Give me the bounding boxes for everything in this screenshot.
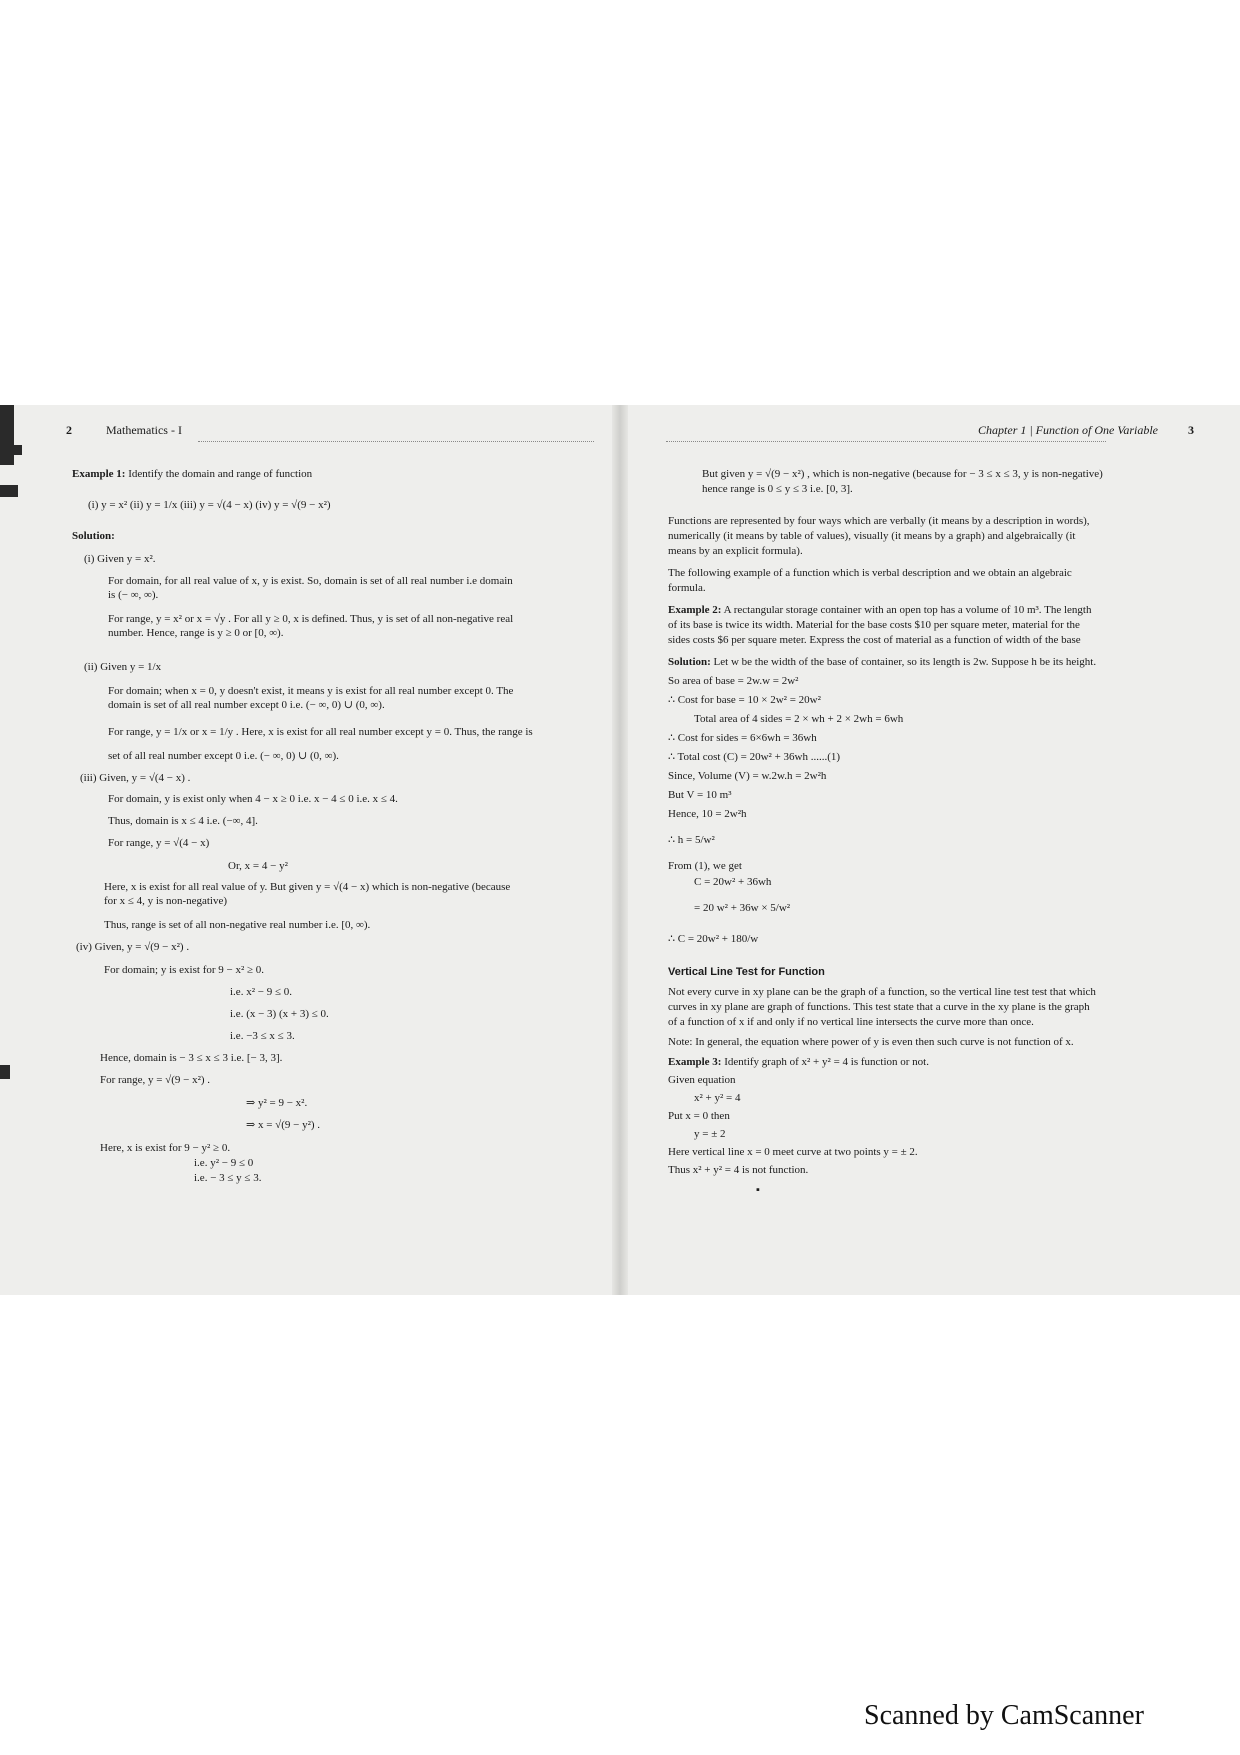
text-line: Since, Volume (V) = w.2w.h = 2w²h — [668, 770, 827, 782]
text-line: For range, y = √(4 − x) — [108, 837, 210, 849]
text-line: domain is set of all real number except 0 i.e. (− ∞, 0) ∪ (0, ∞). — [108, 699, 385, 711]
text-line: formula. — [668, 582, 706, 594]
page-number: 3 — [1188, 423, 1194, 437]
scanner-watermark: Scanned by CamScanner — [864, 1700, 1144, 1731]
text-line: i.e. −3 ≤ x ≤ 3. — [230, 1030, 295, 1042]
text-line: means by an explicit formula). — [668, 545, 803, 557]
text-line: Hence, 10 = 2w²h — [668, 808, 747, 820]
text-line: for x ≤ 4, y is non-negative) — [104, 895, 228, 907]
text-line: Vertical Line Test for Function — [668, 966, 825, 978]
text-line: Solution: — [72, 530, 115, 542]
text-line: Thus, domain is x ≤ 4 i.e. (−∞, 4]. — [108, 815, 258, 827]
text-line: For range, y = √(9 − x²) . — [100, 1074, 211, 1086]
text-line: Here, x is exist for 9 − y² ≥ 0. — [100, 1142, 231, 1154]
text-line: Total area of 4 sides = 2 × wh + 2 × 2wh = 6wh — [694, 713, 904, 725]
text-line: x² + y² = 4 — [694, 1092, 741, 1104]
text-line: Functions are represented by four ways which are verbally (it means by a description in words), — [668, 515, 1090, 527]
text-line: Hence, domain is − 3 ≤ x ≤ 3 i.e. [− 3, 3]. — [100, 1052, 283, 1064]
text-line: i.e. (x − 3) (x + 3) ≤ 0. — [230, 1008, 329, 1020]
text-line: ⇒ x = √(9 − y²) . — [246, 1119, 321, 1131]
text-line: Given equation — [668, 1074, 736, 1086]
page-number: 2 — [66, 423, 72, 437]
text-line: Thus x² + y² = 4 is not function. — [668, 1164, 809, 1176]
text-line: But V = 10 m³ — [668, 789, 732, 801]
text-line: = 20 w² + 36w × 5/w² — [694, 902, 791, 914]
book-spine — [612, 405, 628, 1295]
page-edge-shadow — [0, 445, 22, 455]
text-line: Thus, range is set of all non-negative real number i.e. [0, ∞). — [104, 919, 371, 931]
book-spread — [0, 405, 1240, 1295]
text-line: Example 3: Identify graph of x² + y² = 4 is function or not. — [668, 1056, 929, 1068]
header-rule — [198, 441, 594, 442]
text-line: Here vertical line x = 0 meet curve at two points y = ± 2. — [668, 1146, 918, 1158]
text-line: So area of base = 2w.w = 2w² — [668, 675, 799, 687]
text-line: For domain, y is exist only when 4 − x ≥ 0 i.e. x − 4 ≤ 0 i.e. x ≤ 4. — [108, 793, 398, 805]
text-line: (iii) Given, y = √(4 − x) . — [80, 772, 191, 784]
header-rule — [666, 441, 1106, 442]
text-line: hence range is 0 ≤ y ≤ 3 i.e. [0, 3]. — [702, 483, 853, 495]
text-line: Put x = 0 then — [668, 1110, 730, 1122]
text-line: numerically (it means by table of values), visually (it means by a graph) and algebraically (it — [668, 530, 1076, 542]
text-line: y = ± 2 — [694, 1128, 726, 1140]
text-line: But given y = √(9 − x²) , which is non-negative (because for − 3 ≤ x ≤ 3, y is non-negative) — [702, 468, 1103, 480]
text-line: For range, y = 1/x or x = 1/y . Here, x is exist for all real number except y = 0. Thus, the range is — [108, 726, 533, 738]
text-line: (i) y = x² (ii) y = 1/x (iii) y = √(4 − x) (iv) y = √(9 − x²) — [88, 499, 331, 511]
text-line: is (− ∞, ∞). — [108, 589, 159, 601]
text-line: set of all real number except 0 i.e. (− ∞, 0) ∪ (0, ∞). — [108, 750, 339, 762]
text-line: number. Hence, range is y ≥ 0 or [0, ∞). — [108, 627, 284, 639]
text-line: (iv) Given, y = √(9 − x²) . — [76, 941, 190, 953]
page-edge-shadow — [0, 405, 14, 465]
page-edge-shadow — [0, 485, 18, 497]
text-line: i.e. y² − 9 ≤ 0 — [194, 1157, 254, 1169]
running-title: Chapter 1 | Function of One Variable — [978, 423, 1158, 437]
text-line: ∴ Cost for sides = 6×6wh = 36wh — [668, 732, 817, 744]
text-line: For domain, for all real value of x, y is exist. So, domain is set of all real number i.e domain — [108, 575, 513, 587]
text-line: C = 20w² + 36wh — [694, 876, 772, 888]
text-line: i.e. x² − 9 ≤ 0. — [230, 986, 292, 998]
text-line: ∴ Cost for base = 10 × 2w² = 20w² — [668, 694, 821, 706]
text-line: (i) Given y = x². — [84, 553, 156, 565]
running-title: Mathematics - I — [106, 423, 182, 437]
text-line: ∴ Total cost (C) = 20w² + 36wh ......(1) — [668, 751, 841, 763]
text-line: ∴ C = 20w² + 180/w — [668, 933, 759, 945]
text-line: Not every curve in xy plane can be the graph of a function, so the vertical line test test that which — [668, 986, 1096, 998]
text-line: i.e. − 3 ≤ y ≤ 3. — [194, 1172, 262, 1184]
text-line: Solution: Let w be the width of the base of container, so its length is 2w. Suppose h be its height. — [668, 656, 1097, 668]
page-footer-mark: ▪ — [756, 1184, 760, 1196]
text-line: Here, x is exist for all real value of y. But given y = √(4 − x) which is non-negative (because — [104, 881, 511, 893]
text-line: of a function of x if and only if no vertical line intersects the curve more than once. — [668, 1016, 1034, 1028]
text-line: Example 1: Identify the domain and range of function — [72, 468, 313, 480]
text-line: Or, x = 4 − y² — [228, 860, 288, 872]
text-line: Note: In general, the equation where power of y is even then such curve is not function of x. — [668, 1036, 1074, 1048]
text-line: sides costs $6 per square meter. Express the cost of material as a function of width of the base — [668, 634, 1081, 646]
text-line: (ii) Given y = 1/x — [84, 661, 162, 673]
text-line: curves in xy plane are graph of functions. This test state that a curve in the xy plane is the graph — [668, 1001, 1090, 1013]
text-line: For range, y = x² or x = √y . For all y ≥ 0, x is defined. Thus, y is set of all non-negative real — [108, 613, 514, 625]
text-line: of its base is twice its width. Material for the base costs $10 per square meter, material for the — [668, 619, 1080, 631]
text-line: For domain; when x = 0, y doesn't exist, it means y is exist for all real number except 0. The — [108, 685, 514, 697]
text-line: ∴ h = 5/w² — [668, 834, 715, 846]
text-line: From (1), we get — [668, 860, 742, 872]
text-line: The following example of a function which is verbal description and we obtain an algebraic — [668, 567, 1072, 579]
text-line: For domain; y is exist for 9 − x² ≥ 0. — [104, 964, 265, 976]
text-line: Example 2: A rectangular storage container with an open top has a volume of 10 m³. The length — [668, 604, 1092, 616]
text-line: ⇒ y² = 9 − x². — [246, 1097, 308, 1109]
page-edge-shadow — [0, 1065, 10, 1079]
